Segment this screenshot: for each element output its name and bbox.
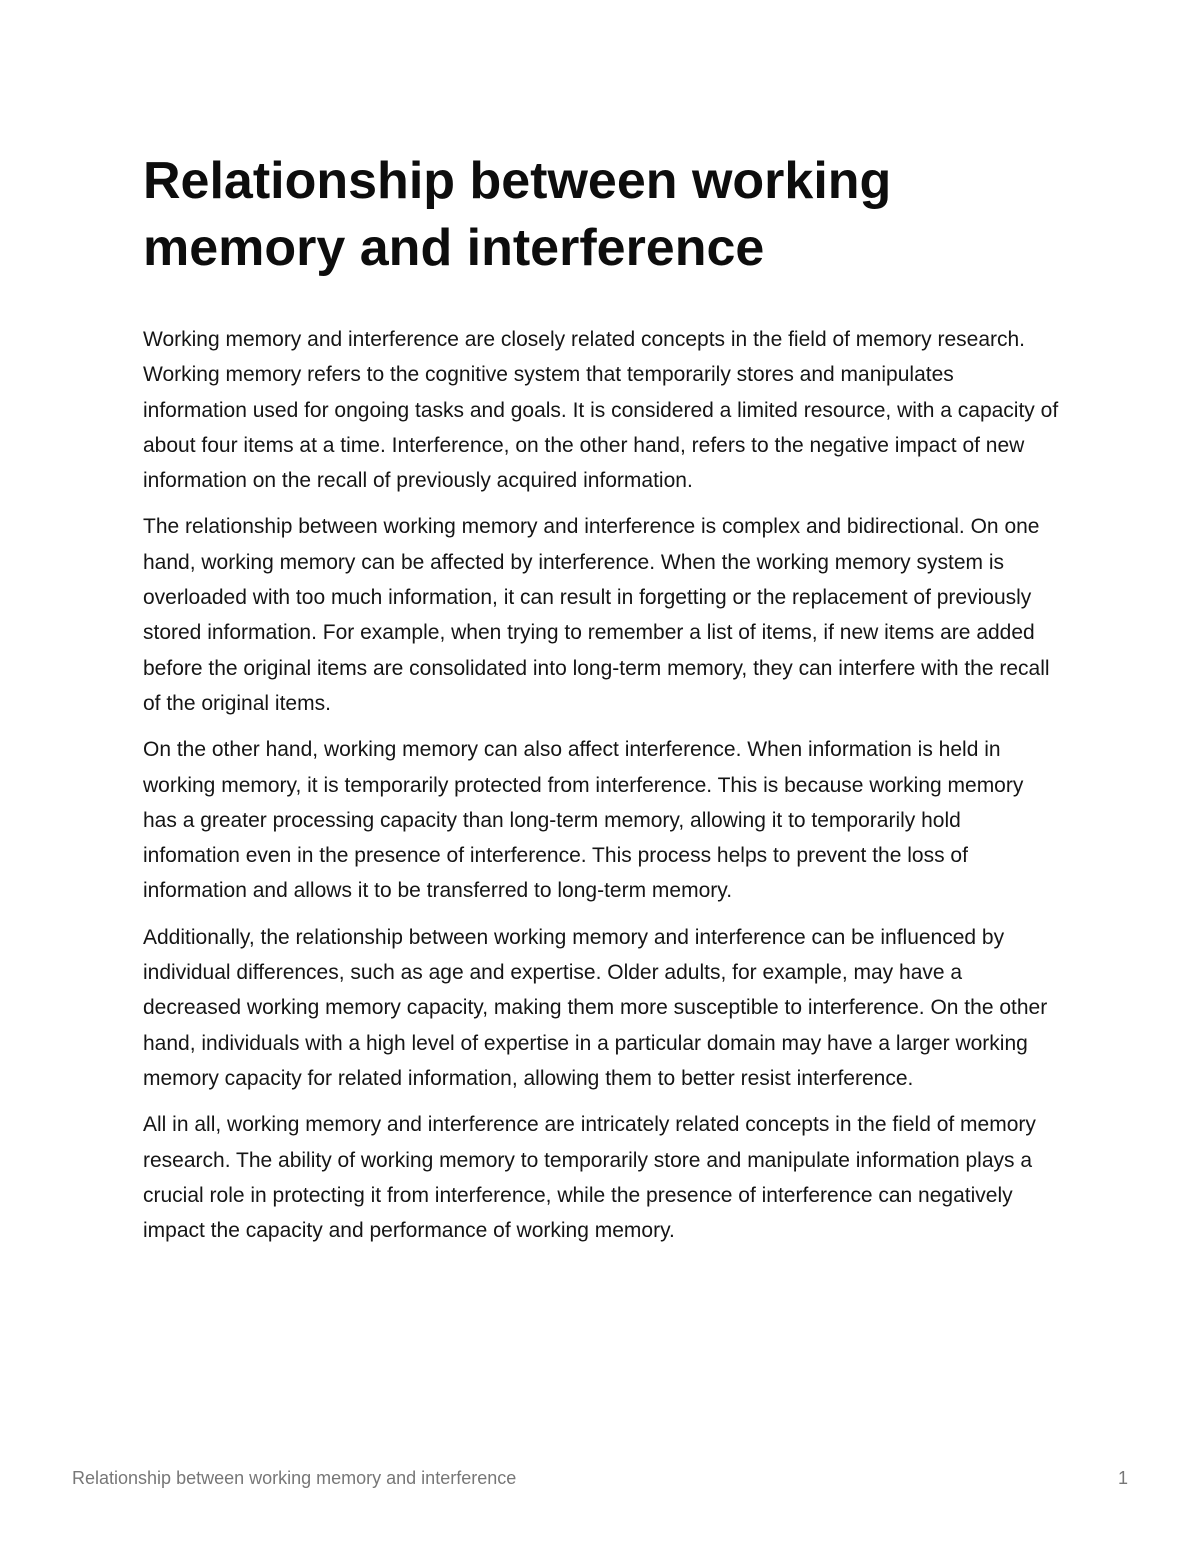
paragraph-5: All in all, working memory and interference are intricately related concepts in the field of memory research. The ability of working memory to temporarily store and manipulate information plays a crucial role in protecting it from interference, while the presence of interference can negatively impact the capacity and performance of working memory. — [143, 1113, 1036, 1243]
paragraph-3: On the other hand, working memory can also affect interference. When information is held in working memory, it is temporarily protected from interference. This is because working memory has a greater processing capacity than long-term memory, allowing it to temporarily hold infomation even in the presence of interference. This process helps to prevent the loss of information and allows it to be transferred to long-term memory. — [143, 738, 1024, 903]
paragraph-1: Working memory and interference are closely related concepts in the field of memory research. Working memory refers to the cognitive system that temporarily stores and manipulates information used for ongoing tasks and goals. It is considered a limited resource, with a capacity of about four items at a time. Interference, on the other hand, refers to the negative impact of new information on the recall of previously acquired information. — [143, 328, 1059, 493]
document-title: Relationship between working memory and interference — [143, 152, 892, 277]
paragraph-4: Additionally, the relationship between working memory and interference can be influenced by individual differences, such as age and expertise. Older adults, for example, may have a decreased working memory capacity, making them more susceptible to interference. On the other hand, individuals with a high level of expertise in a particular domain may have a larger working memory capacity for related information, allowing them to better resist interference. — [143, 925, 1048, 1090]
footer-title: Relationship between working memory and interference — [72, 1467, 517, 1488]
page-content — [143, 148, 1063, 1259]
paragraph-2: The relationship between working memory and interference is complex and bidirectional. On one hand, working memory can be affected by interference. When the working memory system is overloaded with too much information, it can result in forgetting or the replacement of previously stored information. For example, when trying to remember a list of items, if new items are added before the original items are consolidated into long-term memory, they can interfere with the recall of the original items. — [143, 515, 1050, 715]
page-footer — [72, 1466, 1128, 1490]
page-number: 1 — [1117, 1467, 1128, 1488]
document-body — [143, 322, 1063, 1248]
